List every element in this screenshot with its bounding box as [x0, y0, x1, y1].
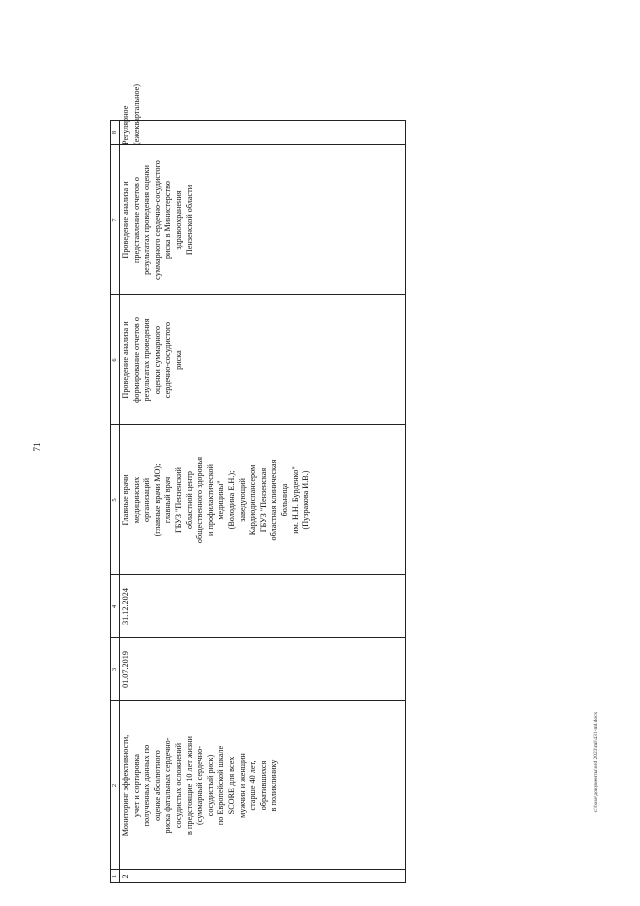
column-3 — [110, 638, 406, 701]
event-cell: Мониторинг эффективности, учет и сортировка полученных данных по оценке абсолютного риска фатальных сердечно- сосудистых осложнений в предстоящие 10 лет жизни (суммарный сердечно- сосудистый риск) по Европейской шкале SCORE для всех мужчин и женщин старше 40 лет, обратившихся в поликлинику — [121, 734, 279, 837]
column-number: 1 — [111, 874, 118, 879]
result-cell: Проведение анализа и формирование отчетов о результатах проведения оценки суммарного сердечно-сосудистого риска — [121, 317, 183, 403]
column-4 — [110, 575, 406, 638]
frequency-cell: Регулярное (ежеквартальное) — [121, 83, 141, 145]
page-number: 71 — [32, 442, 42, 452]
end-date-cell: 31.12.2024 — [121, 588, 130, 625]
column-number: 8 — [111, 130, 118, 135]
control-cell: Проведение анализа и представление отчетов о результатах проведения оценки суммарного сердечно-сосудистого риска в Министерство здравоохранения Пензенской области — [121, 160, 194, 280]
footer-file-path: c:\base\документы\ord 2023\ml\431-ml.docx — [593, 711, 599, 813]
column-number: 6 — [111, 358, 118, 362]
column-number: 5 — [111, 498, 118, 502]
column-number: 2 — [111, 783, 118, 788]
column-number: 3 — [111, 667, 118, 672]
column-number: 7 — [111, 218, 118, 222]
column-number: 4 — [111, 604, 118, 609]
action-plan-table — [110, 83, 406, 883]
row-number-cell: 2 — [121, 874, 130, 879]
column-1 — [110, 870, 406, 883]
start-date-cell: 01.07.2019 — [121, 651, 130, 688]
responsible-cell: Главные врачи медицинских организаций (главные врачи МО); главный врач ГБУЗ "Пензенский областной центр общественного здоровья и профилактической медицины" (Володина Е.Н.); заведующий Кардиодиспансером ГБУЗ "Пензенская областная клиническая больница им. Н.Н. Бурденко" (Пузракова И.В.) — [121, 456, 311, 544]
